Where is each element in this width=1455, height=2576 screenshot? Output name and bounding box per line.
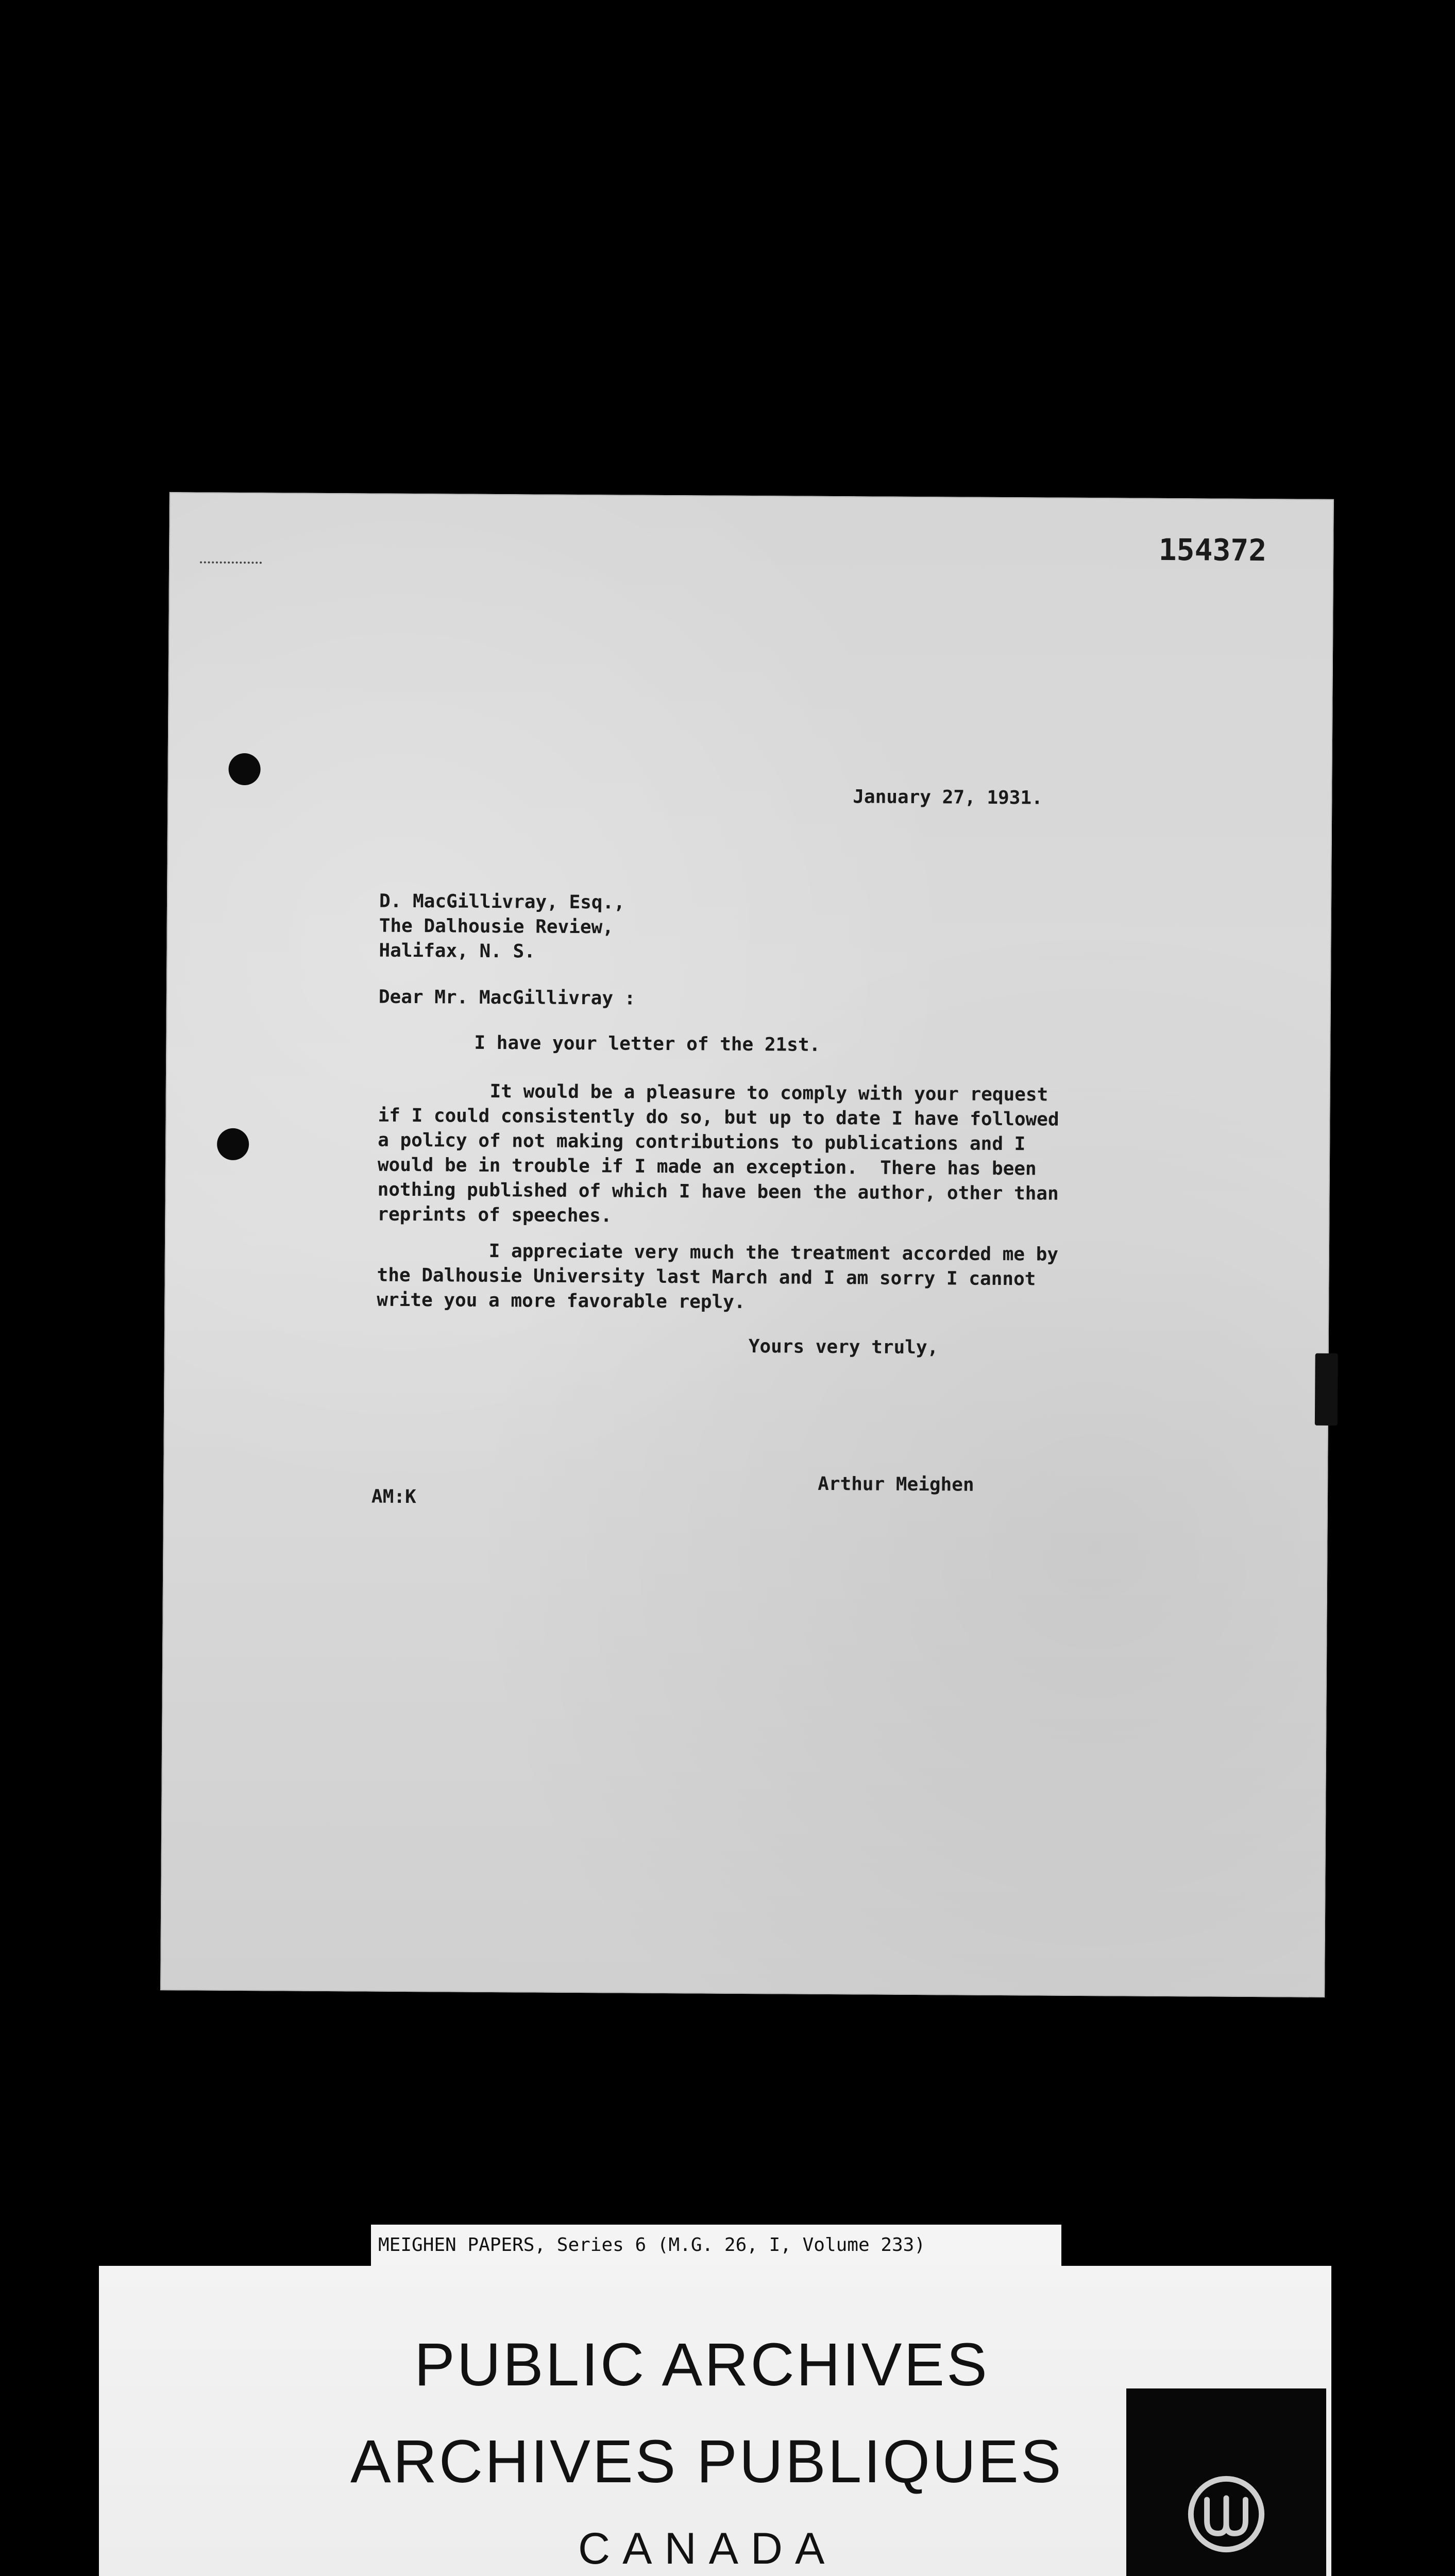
archives-country: CANADA [578,2524,837,2573]
typist-initials: AM:K [371,1486,416,1508]
pencil-mark [200,554,262,564]
body-line: the Dalhousie University last March and I am sorry I cannot [377,1264,1036,1290]
collection-tag: MEIGHEN PAPERS, Series 6 (M.G. 26, I, Volume 233) [371,2225,1061,2266]
body-line: I appreciate very much the treatment accorded me by [488,1240,1059,1265]
document-number: 154372 [1158,532,1267,568]
archives-emblem-icon [1186,2474,1266,2554]
body-line: It would be a pleasure to comply with your request [489,1080,1048,1106]
archives-title-english: PUBLIC ARCHIVES [414,2331,989,2399]
body-line: write you a more favorable reply. [377,1289,746,1313]
punch-hole [228,753,260,785]
complimentary-close: Yours very truly, [748,1336,939,1359]
punch-hole [217,1128,249,1160]
body-line: if I could consistently do so, but up to date I have followed [378,1105,1059,1130]
recipient-address [379,889,625,965]
letter-page [160,492,1334,1997]
paragraph-body [377,1079,1059,1231]
address-line: D. MacGillivray, Esq., [379,890,625,913]
body-line: nothing published of which I have been the author, other than [377,1179,1059,1205]
address-line: Halifax, N. S. [379,940,536,962]
body-line: a policy of not making contributions to publications and I [378,1129,1026,1155]
body-line: would be in trouble if I made an exception. There has been [377,1154,1037,1180]
page-edge-tab [1315,1353,1338,1426]
paragraph-acknowledgement: I have your letter of the 21st. [474,1032,821,1056]
archives-title-french: ARCHIVES PUBLIQUES [350,2428,1063,2496]
letter-date: January 27, 1931. [853,786,1043,809]
salutation: Dear Mr. MacGillivray : [378,986,636,1009]
body-line: reprints of speeches. [377,1204,612,1227]
paragraph-closing [377,1239,1058,1317]
address-line: The Dalhousie Review, [379,915,614,938]
signature-name: Arthur Meighen [818,1473,974,1496]
archives-logo-box [1126,2388,1326,2576]
